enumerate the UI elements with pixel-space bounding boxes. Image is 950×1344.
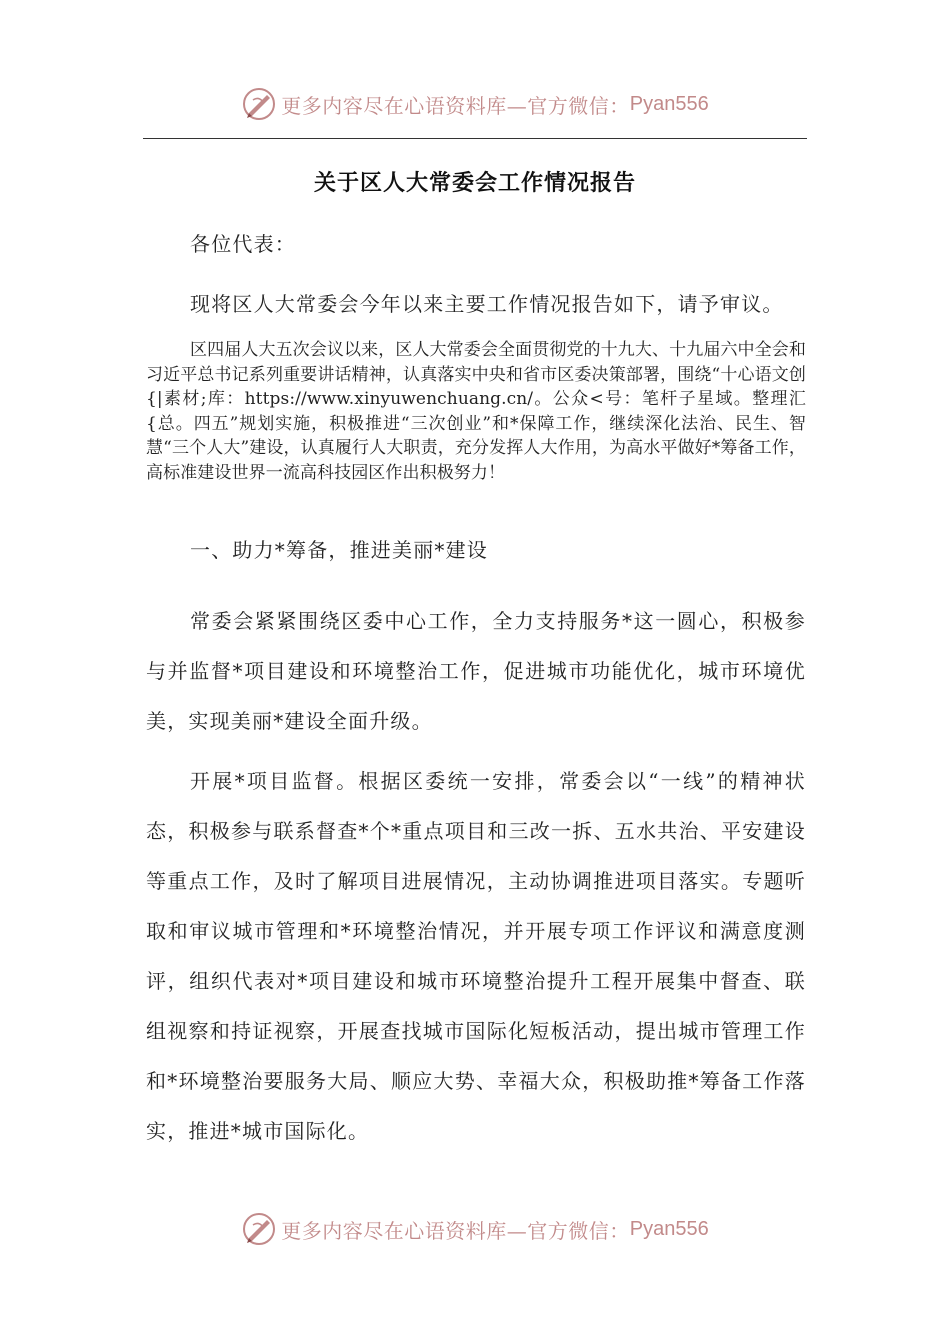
watermark-wechat-id: Pyan556 [629,92,709,115]
header-divider [143,138,807,139]
footer-watermark [0,1209,950,1249]
watermark-text: 更多内容尽在心语资料库—官方微信： [281,93,630,118]
header-watermark [0,84,950,124]
intro-paragraph: 现将区人大常委会今年以来主要工作情况报告如下，请予审议。 [190,292,784,316]
watermark-wechat-id: Pyan556 [629,1217,709,1240]
document-title: 关于区人大常委会工作情况报告 [313,170,636,196]
overview-paragraph: 区四届人大五次会议以来，区人大常委会全面贯彻党的十九大、十九届六中全会和习近平总书记系列重要讲话精神，认真落实中央和省市区委决策部署，围绕“十心语文创{|素材;库：https://www.xinyuwenchuang.cn/。公众<号：笔杆子星域。整理汇{总。四五”规划实施，积极推进“三次创业”和*保障工作，继续深化法治、民生、智慧“三个人大”建设，认真履行人大职责，充分发挥人大作用，为高水平做好*筹备工作，高标准建设世界一流高科技园区作出积极努力！ [146,340,806,483]
pen-logo-icon [241,86,277,122]
salutation: 各位代表： [190,232,296,256]
body-paragraph: 开展*项目监督。根据区委统一安排，常委会以“一线”的精神状态，积极参与联系督查*个*重点项目和三改一拆、五水共治、平安建设等重点工作，及时了解项目进展情况，主动协调推进项目落实。专题听取和审议城市管理和*环境整治情况，并开展专项工作评议和满意度测评，组织代表对*项目建设和城市环境整治提升工程开展集中督查、联组视察和持证视察，开展查找城市国际化短板活动，提出城市管理工作和*环境整治要服务大局、顺应大势、幸福大众，积极助推*筹备工作落实，推进*城市国际化。 [146,769,806,1143]
section-heading: 一、助力*筹备，推进美丽*建设 [190,538,488,562]
body-paragraph: 常委会紧紧围绕区委中心工作，全力支持服务*这一圆心，积极参与并监督*项目建设和环境整治工作，促进城市功能优化，城市环境优美，实现美丽*建设全面升级。 [146,609,806,733]
pen-logo-icon [241,1211,277,1247]
watermark-text: 更多内容尽在心语资料库—官方微信： [281,1218,630,1243]
